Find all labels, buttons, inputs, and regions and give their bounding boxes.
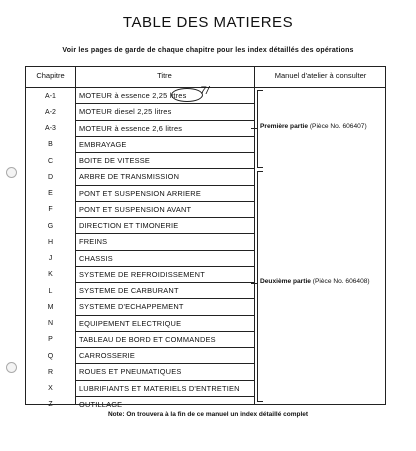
chapter-code: A-3 <box>45 125 56 133</box>
table-row <box>26 137 254 153</box>
chapter-code: J <box>48 255 53 263</box>
chapter-title: FREINS <box>75 234 254 250</box>
table-row <box>26 299 254 315</box>
chapter-code: Z <box>48 401 53 409</box>
chapter-title: CHASSIS <box>75 251 254 267</box>
table-row <box>26 104 254 120</box>
table-row <box>26 381 254 397</box>
table-row <box>26 218 254 234</box>
chapter-title: MOTEUR diesel 2,25 litres <box>75 104 254 120</box>
brace-second-part <box>257 171 264 402</box>
handwritten-mark: 7/ <box>200 85 210 97</box>
chapter-code: N <box>47 320 54 328</box>
chapter-code: B <box>48 141 53 149</box>
brace-second-part-tip <box>251 283 257 284</box>
table-row <box>26 88 254 104</box>
chapter-title: DIRECTION ET TIMONERIE <box>75 218 254 234</box>
chapter-title: OUTILLAGE <box>79 399 123 409</box>
chapter-code: G <box>47 222 54 230</box>
chapter-code: E <box>48 190 53 198</box>
first-part-name: Première partie <box>260 123 309 130</box>
table-row <box>26 332 254 348</box>
chapter-title: SYSTEME DE REFROIDISSEMENT <box>75 267 254 283</box>
table-row <box>26 121 254 137</box>
footnote: Note: On trouvera à la fin de ce manuel un index détaillé complet <box>107 411 309 418</box>
header-manuel: Manuel d'atelier à consulter <box>274 71 367 80</box>
binder-hole-bottom <box>6 362 17 373</box>
chapter-title: SYSTEME D'ECHAPPEMENT <box>75 299 254 315</box>
chapter-code: F <box>48 206 53 214</box>
chapter-code: P <box>48 336 53 344</box>
chapter-code: K <box>48 271 53 279</box>
first-part-ref: (Pièce No. 606407) <box>309 123 367 130</box>
chapter-code: A-2 <box>45 108 56 116</box>
chapter-code: M <box>47 303 54 311</box>
table-body <box>26 88 254 413</box>
table-row <box>26 186 254 202</box>
column-divider-2 <box>254 67 255 404</box>
table-row <box>26 234 254 250</box>
second-part-ref: (Pièce No. 606408) <box>312 278 370 285</box>
chapter-title: PONT ET SUSPENSION ARRIERE <box>75 186 254 202</box>
binder-hole-top <box>6 167 17 178</box>
header-titre: Titre <box>157 71 172 80</box>
table-row <box>26 202 254 218</box>
table-row <box>26 348 254 364</box>
chapter-title: PONT ET SUSPENSION AVANT <box>75 202 254 218</box>
chapter-title: ARBRE DE TRANSMISSION <box>75 169 254 185</box>
handwritten-circle <box>171 88 203 102</box>
table-row <box>26 267 254 283</box>
chapter-title: BOITE DE VITESSE <box>75 153 254 169</box>
table-row <box>26 169 254 185</box>
chapter-code: R <box>47 368 54 376</box>
chapter-code: A-1 <box>45 92 56 100</box>
first-part-label <box>260 123 367 130</box>
table-row <box>26 153 254 169</box>
chapter-title: CARROSSERIE <box>75 348 254 364</box>
chapter-title: LUBRIFIANTS ET MATERIELS D'ENTRETIEN <box>75 381 254 397</box>
table-row <box>26 283 254 299</box>
table-row <box>26 364 254 380</box>
second-part-name: Deuxième partie <box>260 278 311 285</box>
chapter-title: TABLEAU DE BORD ET COMMANDES <box>75 332 254 348</box>
brace-first-part-tip <box>251 128 257 129</box>
chapter-title: MOTEUR à essence 2,25 litres <box>75 88 254 104</box>
page-subtitle: Voir les pages de garde de chaque chapitre pour les index détaillés des opérations <box>62 47 354 54</box>
table-row <box>26 316 254 332</box>
second-part-label <box>260 278 370 285</box>
chapter-title: EQUIPEMENT ELECTRIQUE <box>75 316 254 332</box>
page-title: TABLE DES MATIERES <box>122 14 294 31</box>
table-row <box>26 251 254 267</box>
chapter-code: D <box>47 173 54 181</box>
chapter-title: MOTEUR à essence 2,6 litres <box>75 121 254 137</box>
chapter-title: SYSTEME DE CARBURANT <box>75 283 254 299</box>
chapter-code: C <box>47 157 54 165</box>
chapter-title: EMBRAYAGE <box>75 137 254 153</box>
chapter-code: X <box>48 385 53 393</box>
contents-table <box>25 66 386 409</box>
header-chapitre: Chapitre <box>36 71 65 80</box>
chapter-code: L <box>48 287 53 295</box>
chapter-title: ROUES ET PNEUMATIQUES <box>75 364 254 380</box>
chapter-code: H <box>47 238 54 246</box>
chapter-code: Q <box>47 352 54 360</box>
